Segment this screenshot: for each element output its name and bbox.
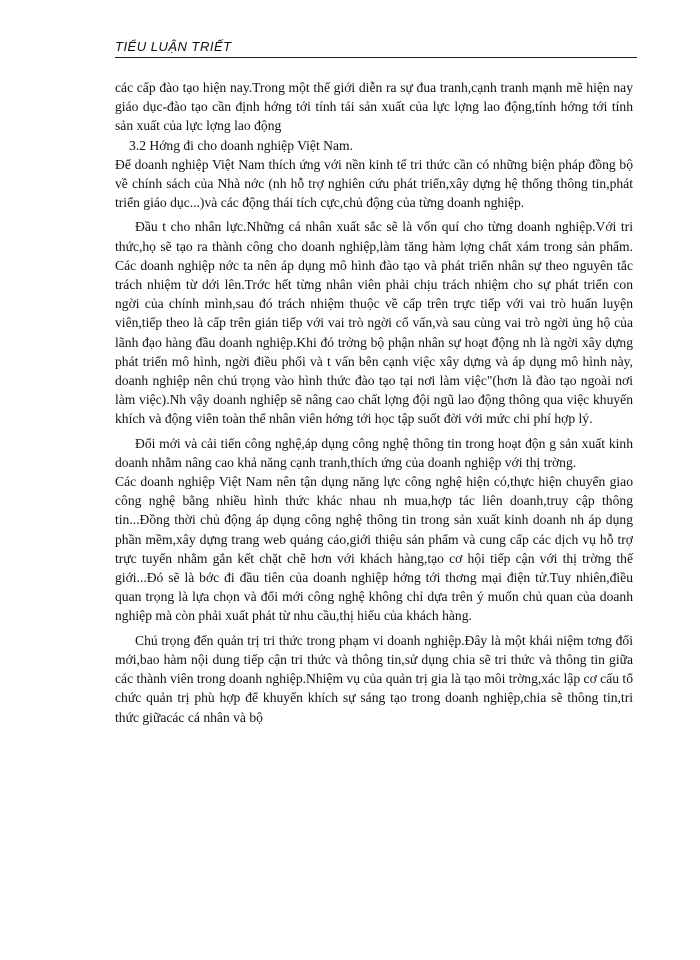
paragraph-technology: Các doanh nghiệp Việt Nam nên tận dụng năng lực công nghệ hiện có,thực hiện chuyển giao công nghệ bằng nhiều hình thức khác nhau nh mua,hợp tác liên doanh,truy cập thông tin...Đồng thời chủ động áp dụng công nghệ thông tin trong sản xuất kinh doanh nh áp dụng phần mềm,xây dựng trang web quảng cáo,giới thiệu sản phẩm và cung cấp các dịch vụ hỗ trợ trực tuyến nhằm gắn kết chặt chẽ hơn với khách hàng,tạo cơ hội tiếp cận với thị trờng thế giới...Đó sẽ là bớc đi đầu tiên của doanh nghiệp hớng tới thơng mại điện tử.Tuy nhiên,điều quan trọng là lựa chọn và đổi mới công nghệ không chỉ dựa trên ý muốn chủ quan của doanh nghiệp mà còn phải xuất phát từ nhu cầu,thị hiếu của khách hàng. [115, 474, 633, 624]
document-body [115, 78, 633, 727]
section-heading: 3.2 Hớng đi cho doanh nghiệp Việt Nam. [129, 137, 353, 153]
paragraph-knowledge-management: Chú trọng đến quản trị tri thức trong phạm vi doanh nghiệp.Đây là một khái niệm tơng đối mới,bao hàm nội dung tiếp cận tri thức và thông tin,sử dụng chia sẽ tri thức và thông tin giữa các thành viên trong doanh nghiệp.Nhiệm vụ của quản trị gia là tạo môi trờng,xác lập cơ cấu tổ chức quản trị phù hợp để khuyến khích sự sáng tạo trong doanh nghiệp,chia sẽ thông tin,tri thức giữacác cá nhân và bộ [115, 632, 633, 725]
paragraph-innovation: Đổi mới và cải tiến công nghệ,áp dụng công nghệ thông tin trong hoạt độn g sản xuất kinh doanh nhằm nâng cao khả năng cạnh tranh,thích ứng của doanh nghiệp với thị trờng. [115, 435, 633, 470]
paragraph-intro: Để doanh nghiệp Việt Nam thích ứng với nền kinh tế tri thức cần có những biện pháp đồng bộ về chính sách của Nhà nớc (nh hỗ trợ nghiên cứu phát triển,xây dựng hệ thống thông tin,phát triển giáo dục...)và các động thái tích cực,chủ động của từng doanh nghiệp. [115, 156, 633, 211]
paragraph-investment: Đầu t cho nhân lực.Những cá nhân xuất sắc sẽ là vốn quí cho từng doanh nghiệp.Với tri thức,họ sẽ tạo ra thành công cho doanh nghiệp,làm tăng hàm lợng chất xám trong sản phẩm. Các doanh nghiệp nớc ta nên áp dụng mô hình đào tạo và phát triển nhân sự theo nguyên tắc trách nhiệm từ dới lên.Trớc hết từng nhân viên phải chịu trách nhiệm cho sự phát triển con ngời của chính mình,sau đó trách nhiệm thuộc về cấp trên trực tiếp với vai trò huấn luyện viên,tiếp theo là cấp trên gián tiếp với vai trò ngời cố vấn,và sau cùng vai trò ngời ủng hộ của lãnh đạo hàng đầu doanh nghiệp.Khi đó trởng bộ phận nhân sự hoạt động nh là ngời xây dựng phát triển mô hình, ngời điều phối và t vấn bên cạnh việc xây dựng và áp dụng mô hình này, doanh nghiệp nên chú trọng vào hình thức đào tạo tại nơi làm việc"(hơn là đào tạo ngoài nơi làm việc).Nh vậy doanh nghiệp sẽ nâng cao chất lợng đội ngũ lao động thông qua việc khuyến khích và động viên toàn thể nhân viên hớng tới học tập suốt đời với mức chi phí hợp lý. [115, 219, 633, 427]
paragraph-continuation: các cấp đào tạo hiện nay.Trong một thế giới diễn ra sự đua tranh,cạnh tranh mạnh mẽ hiện nay giáo dục-đào tạo cần định hớng tới tính tái sản xuất của lực lợng lao động,tính hớng tới tính sản xuất của lực lợng lao động [115, 80, 633, 134]
running-header: TIỂU LUẬN TRIẾT [115, 38, 637, 58]
